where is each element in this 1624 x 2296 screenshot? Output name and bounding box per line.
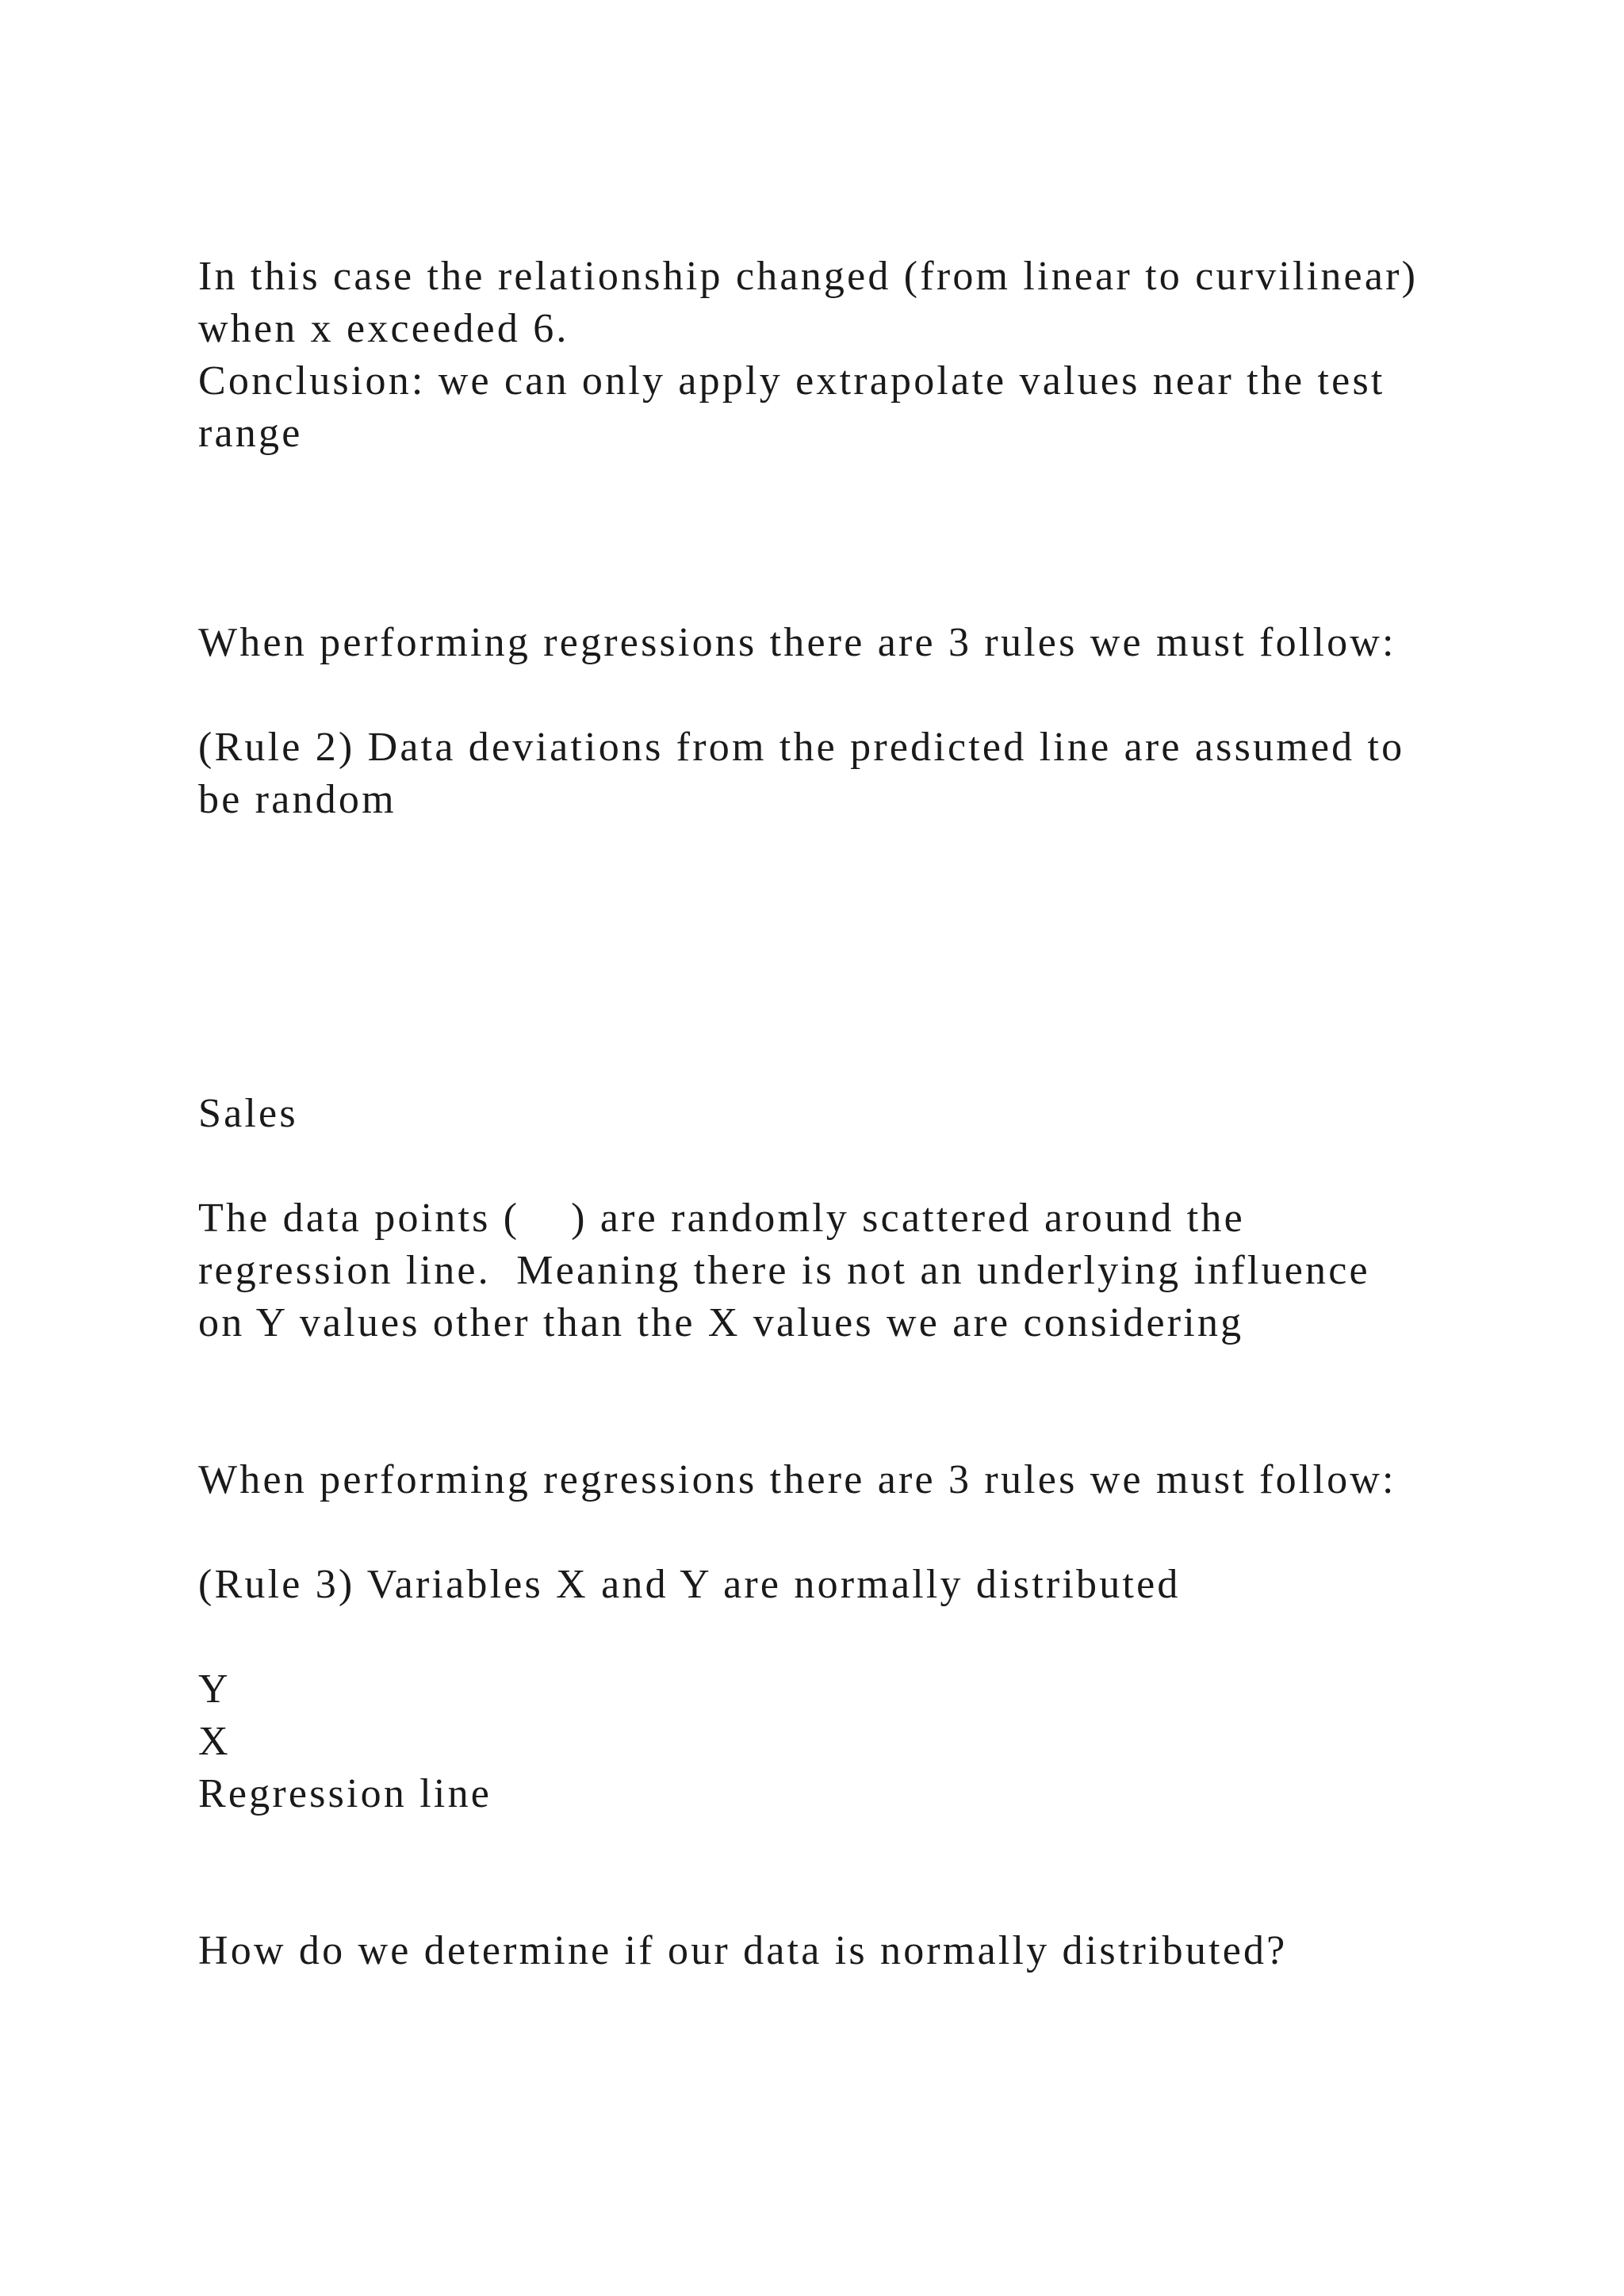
- data-points-line1: The data points ( ) are randomly scattered around the: [198, 1196, 1245, 1241]
- rule-2-line1: (Rule 2) Data deviations from the predicted line are assumed to: [198, 725, 1405, 770]
- rules-heading-1: When performing regressions there are 3 rules we must follow:: [198, 620, 1396, 665]
- y-axis-label: Y: [198, 1667, 231, 1712]
- paragraph-relationship-line2: when x exceeded 6.: [198, 306, 569, 351]
- paragraph-relationship-line1: In this case the relationship changed (from linear to curvilinear): [198, 254, 1419, 299]
- sales-label: Sales: [198, 1091, 298, 1136]
- data-points-line3: on Y values other than the X values we are considering: [198, 1300, 1244, 1345]
- data-points-line2: regression line. Meaning there is not an underlying influence: [198, 1248, 1370, 1293]
- normality-question: How do we determine if our data is normally distributed?: [198, 1928, 1288, 1973]
- regression-line-label: Regression line: [198, 1771, 492, 1816]
- paragraph-conclusion-line1: Conclusion: we can only apply extrapolate values near the test: [198, 358, 1385, 404]
- x-axis-label: X: [198, 1719, 231, 1764]
- rules-heading-2: When performing regressions there are 3 rules we must follow:: [198, 1457, 1396, 1502]
- paragraph-conclusion-line2: range: [198, 411, 303, 456]
- rule-3-line: (Rule 3) Variables X and Y are normally distributed: [198, 1562, 1181, 1607]
- rule-2-line2: be random: [198, 777, 396, 822]
